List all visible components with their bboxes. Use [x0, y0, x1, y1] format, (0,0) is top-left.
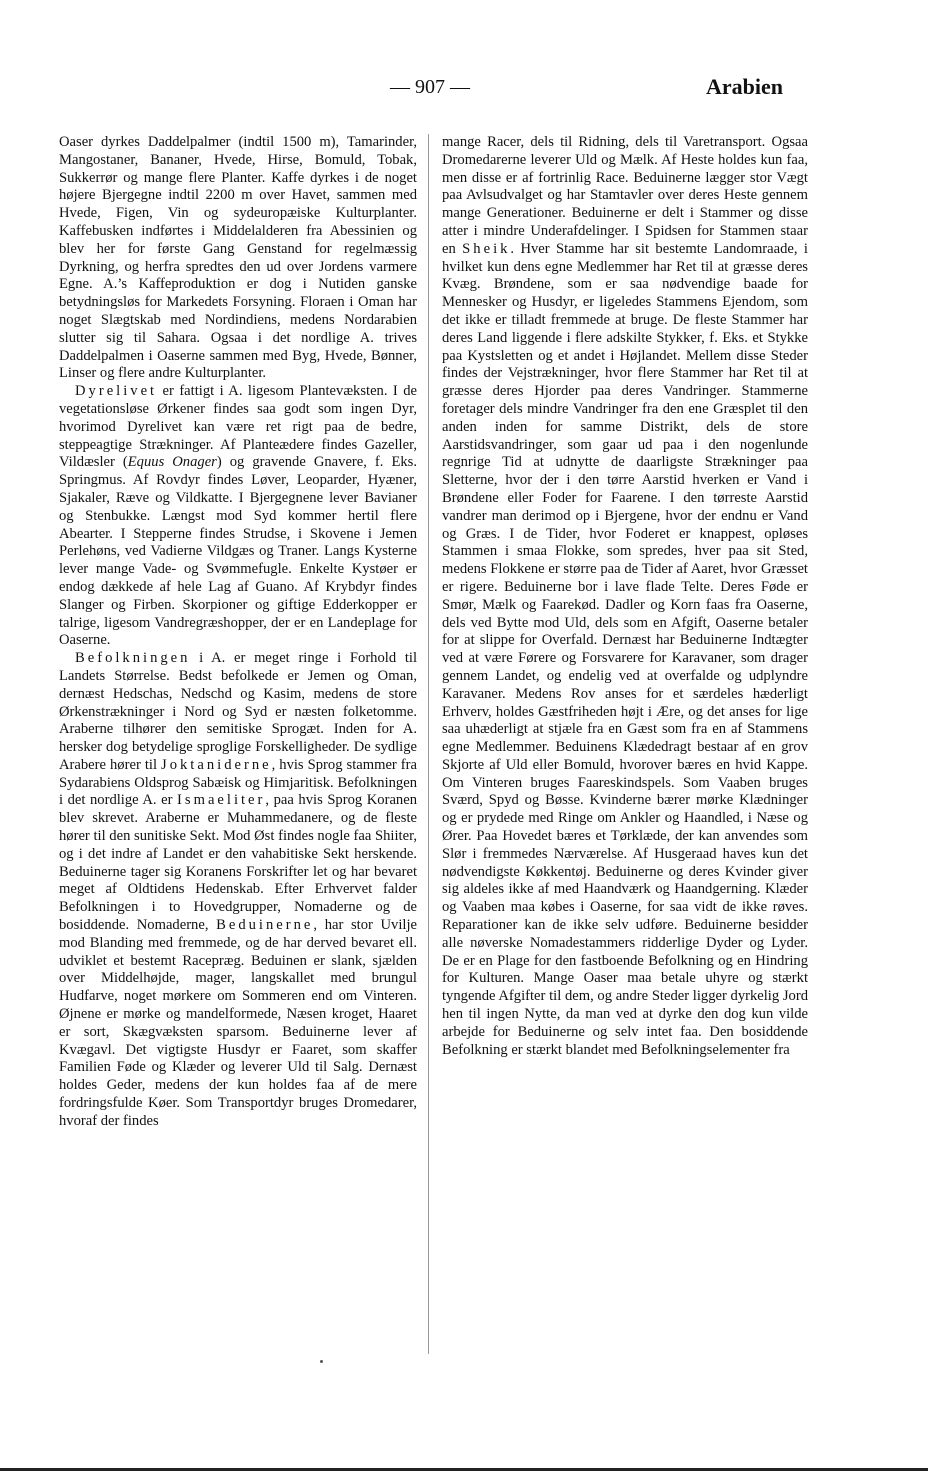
text-run: mange Racer, dels til Ridning, dels til Varetransport. Ogsaa Dromedarerne leverer Uld og Mælk. Af Heste holdes kun faa, men disse er af fortrinlig Race. Beduinerne lægger stor Vægt paa Avlsudvalget og har Stamtavler over deres Heste gennem mange Generationer. Beduinerne er delt i Stammer og disse atter i mindre Underafdelinger. I Spidsen for Stammen staar en: [442, 134, 808, 257]
paragraph-befolkningen: [59, 650, 417, 1131]
italic-term: Equus Onager: [127, 454, 217, 471]
spaced-term: Beduinerne: [216, 917, 314, 934]
text-run: , har stor Uvilje mod Blanding med fremmede, og de har derved bevaret ell. udviklet et bestemt Racepræg. Beduinen er slank, sjælden over Middelhøjde, mager, langskallet med brungul Hudfarve, noget mørkere om Sommeren end om Vinteren. Øjnene er mørke og mandelformede, Næsen kroget, Haaret er sort, Skægvæksten sparsom. Beduinerne lever af Kvægavl. Det vigtigste Husdyr er Faaret, som skaffer Familien Føde og Klæder og leverer Uld til Salg. Dernæst holdes Geder, medens der kun holdes faa af de mere fordringsfulde Køer. Som Transportdyr bruges Dromedarer, hvoraf der findes: [59, 917, 417, 1129]
text-run: , hvis Sprog stammer fra Sydarabiens Oldsprog Sabæisk og Himjaritisk. Befolkningen i det nordlige A. er: [59, 756, 418, 809]
text-run: er fattigt i A. ligesom Plantevæksten. I de vegetationsløse Ørkener findes saa godt som ingen Dyr, hvorimod Dyrelivet kan være ret rigt paa de bedre, steppeagtige Strækninger. Af Planteædere findes Gazeller, Vildæsler (: [59, 383, 417, 471]
paragraph-beduiner: [442, 134, 808, 1059]
text-run: ) og gravende Gnavere, f. Eks. Springmus. Af Rovdyr findes Løver, Leoparder, Hyæner, Sjakaler, Ræve og Vildkatte. I Bjergegnene lever Bavianer og Stenbukke. Længst mod Syd kommer hertil flere Abearter. I Stepperne findes Strudse, i Skovene i Jemen Perlehøns, ved Vadierne Vildgæs og Traner. Langs Kysterne lever mange Vade- og Svømmefugle. Enkelte Kystøer er endog dækkede af hele Lag af Guano. Af Krybdyr findes Slanger og Firben. Skorpioner og giftige Edderkopper er talrige, ligesom Vandregræshopper, der er en Landeplage for Oaserne.: [59, 454, 417, 649]
spaced-term: Ismaeliter: [177, 792, 266, 809]
right-column: [442, 134, 808, 1059]
paragraph-oaser: Oaser dyrkes Daddelpalmer (indtil 1500 m), Tamarinder, Mangostaner, Bananer, Hvede, Hirse, Bomuld, Tobak, Sukkerrør og mange flere Planter. Kaffe dyrkes i de noget højere Bjergegne indtil 2200 m over Havet, sammen med Hvede, Figen, Vin og sydeuropæiske Kulturplanter. Kaffebusken indførtes i Middelalderen fra Abessinien og blev her for første Gang Genstand for regelmæssig Dyrkning, og herfra spredtes den ud over Jordens varmere Egne. A.’s Kaffeproduktion er dog i Nutiden ganske betydningsløs for Markedets Forsyning. Floraen i Oman har noget Slægtskab med Nordindiens, medens Nordarabien slutter sig til Sahara. Ogsaa i det nordlige A. trives Daddelpalmen i Oaserne sammen med Byg, Hvede, Bønner, Linser og flere andre Kulturplanter.: [59, 134, 417, 382]
spaced-term: Sheik: [462, 240, 511, 257]
column-divider: [428, 134, 429, 1354]
paragraph-dyrelivet: [59, 383, 417, 650]
running-head: Arabien: [706, 74, 783, 99]
left-column: [59, 134, 417, 1131]
spaced-term: Dyrelivet: [75, 383, 158, 400]
page-header: [0, 76, 928, 106]
page-bottom-edge: [0, 1468, 928, 1471]
spaced-term: Befolkningen: [75, 650, 191, 667]
text-run: . Hver Stamme har sit bestemte Landomraade, i hvilket kun dens egne Medlemmer har Ret til at græsse deres Kvæg. Brøndene, som er saa nødvendige baade for Mennesker og Husdyr, er ligeledes Stammens Ejendom, som det ikke er tilladt fremmede at bruge. De fleste Stammer har deres Land liggende i flere adskilte Stykker, f. Eks. et Stykke paa Kystsletten og et andet i Højlandet. Mellem disse Steder findes der Vejstrækninger, hvor flere Stammer har Ret til at græsse deres Hjorder paa deres Vandringer. Stammerne foretager dels mindre Vandringer fra den ene Græsplet til den anden inden for samme Distrikt, dels de store Aarstidsvandringer, som gaar ud paa i den nogenlunde regnrige Tid at udnytte de daarligste Strækninger paa Sletterne, hvor der i den tørre Aarstid hverken er Vand i Brøndene eller Foder for Faarene. I den tørreste Aarstid vandrer man derimod op i Bjergene, hvor der endnu er Vand og Græs. I de Tider, hvor Foderet er knappest, opløses Stammen i smaa Flokke, som spredes, hver paa sit Sted, medens Flokkene er større paa de Tider af Aaret, hvor Græsset er rigere. Beduinerne bor i lave flade Telte. Deres Føde er Smør, Mælk og Faarekød. Dadler og Korn faas fra Oaserne, dels ved Bytte mod Uld, dels som en Afgift, Oaserne betaler for at slippe for Overfald. Dernæst har Beduinerne Indtægter ved at være Førere og Forsvarere for Karavaner, som drager gennem Landet, og endelig ved at overfalde og udplyndre Karavaner. Medens Rov anses for et særdeles hæderligt Erhverv, holdes Gæstfriheden højt i Ære, og det anses for lige saa uhæderligt at stjæle fra en Gæst som fra en af Stammens egne Medlemmer. Beduinens Klædedragt bestaar af en grov Skjorte af Uld eller Bomuld, hvorover bæres en hvid Kappe. Om Vinteren bruges Faareskindspels. Som Vaaben bruges Sværd, Spyd og Bøsse. Kvinderne bærer mørke Klædninger og er prydede med Ringe om Ankler og Haandled, i Næse og Ører. Paa Hovedet bæres et Tørklæde, der kan anvendes som Slør i fremmedes Nærværelse. Af Husgeraad haves kun det nødvendigste Køkkentøj. Beduinerne og deres Kvinder giver sig aldeles ikke af med Haandværk og Haandgerning. Klæder og Vaaben maa købes i Oaserne, for saa vidt de ikke røves. Reparationer kan de ikke selv udføre. Beduinerne besidder alle nøverske Nomadestammers ridderlige Dyder og Lyder. De er en Plage for den fastboende Befolkning og en Hindring for Kulturen. Mange Oaser maa betale uhyre og stærkt tyngende Afgifter til dem, og andre Steder ligger dyrkelig Jord hen til ingen Nytte, da man ved at dyrke den dog kun vilde arbejde for Beduinerne og selv intet faa. Den bosiddende Befolkning er stærkt blandet med Befolkningselementer fra: [442, 240, 808, 1058]
text-run: , paa hvis Sprog Koranen blev skrevet. Araberne er Muhammedanere, og de fleste hører til den sunitiske Sekt. Mod Øst findes nogle faa Shiiter, og i det indre af Landet er den vahabitiske Sekt herskende. Beduinerne tager sig Koranens Forskrifter let og har bevaret meget af Oldtidens Hedenskab. Efter Erhvervet falder Befolkningen i to Hovedgrupper, Nomaderne og de bosiddende. Nomaderne,: [59, 792, 417, 934]
print-speck: [320, 1360, 323, 1363]
page-number: — 907 —: [390, 76, 470, 98]
text-run: i A. er meget ringe i Forhold til Landets Størrelse. Bedst befolkede er Jemen og Oman, dernæst Hedschas, Nedschd og Kasim, medens de store Ørkenstrækninger i Nord og Syd er næsten folketomme. Araberne tilhører den semitiske Sprogæt. Inden for A. hersker dog betydelige sproglige Forskelligheder. De sydlige Arabere hører til: [59, 650, 417, 773]
spaced-term: Joktaniderne: [161, 756, 272, 773]
